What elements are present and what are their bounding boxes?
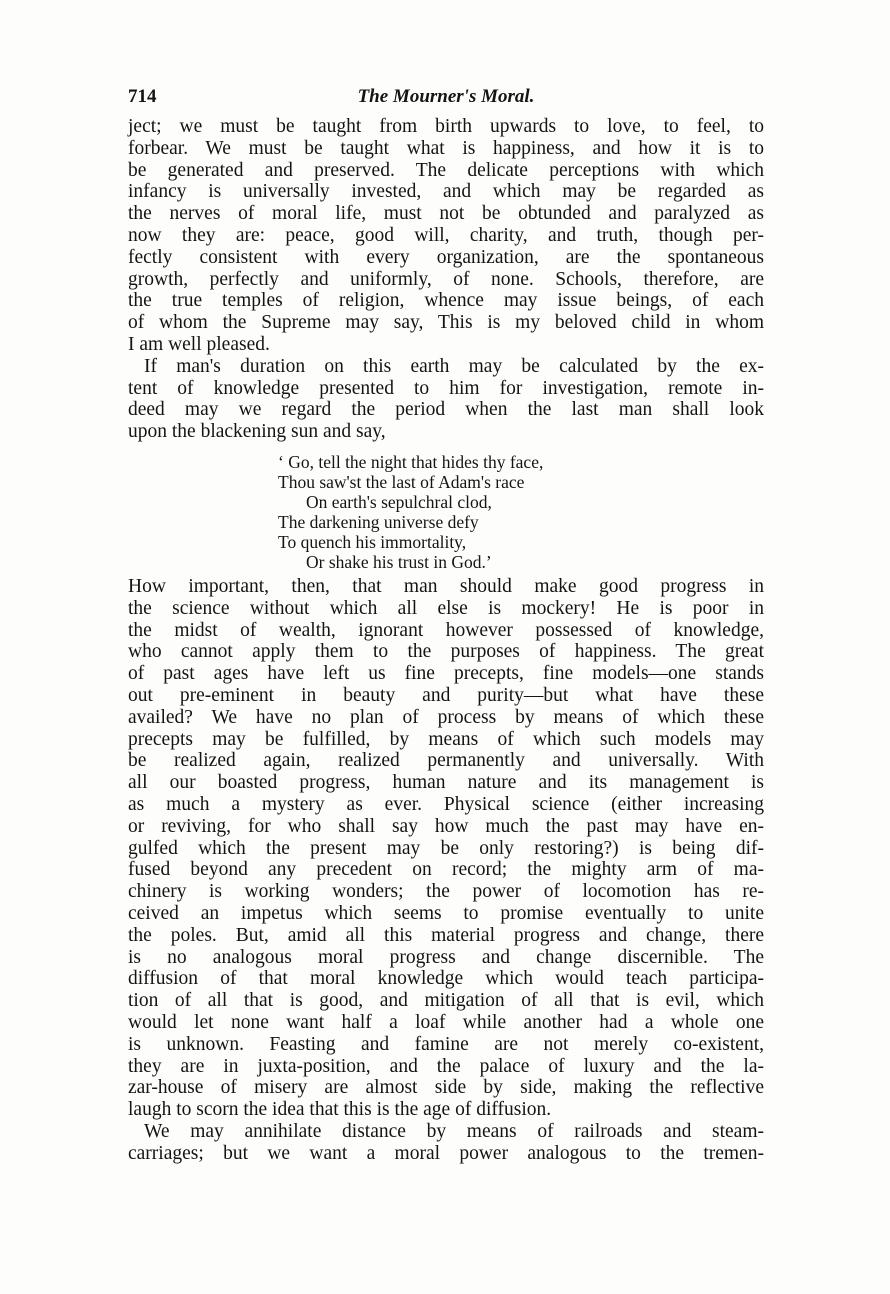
text-line: as much a mystery as ever. Physical science (either increasing — [128, 793, 764, 815]
text-line: ject; we must be taught from birth upwards to love, to feel, to — [128, 116, 764, 137]
paragraph-continued — [128, 116, 764, 356]
paragraph-railroads — [128, 1121, 764, 1165]
text-line: How important, then, that man should make good progress in — [128, 576, 764, 597]
text-line: infancy is universally invested, and which may be regarded as — [128, 181, 764, 203]
text-line: be realized again, realized permanently and universally. With — [128, 750, 764, 772]
poem-quotation — [278, 452, 678, 572]
text-line: diffusion of that moral knowledge which would teach participa- — [128, 968, 764, 990]
text-line: availed? We have no plan of process by means of which these — [128, 706, 764, 728]
text-line: forbear. We must be taught what is happiness, and how it is to — [128, 137, 764, 159]
text-line: precepts may be fulfilled, by means of which such models may — [128, 728, 764, 750]
text-line: all our boasted progress, human nature and its management is — [128, 772, 764, 794]
text-line: zar-house of misery are almost side by side, making the reflective — [128, 1077, 764, 1099]
poem-line: Thou saw'st the last of Adam's race — [278, 472, 525, 492]
text-line: gulfed which the present may be only restoring?) is being dif- — [128, 837, 764, 859]
text-line: the science without which all else is mockery! He is poor in — [128, 597, 764, 619]
text-line: ceived an impetus which seems to promise eventually to unite — [128, 902, 764, 924]
paragraph-duration — [128, 356, 764, 443]
text-line: tent of knowledge presented to him for investigation, remote in- — [128, 377, 764, 399]
text-line: or reviving, for who shall say how much the past may have en- — [128, 815, 764, 837]
poem-line: On earth's sepulchral clod, — [306, 492, 492, 512]
text-block-lower — [128, 576, 764, 1165]
text-line: be generated and preserved. The delicate perceptions with which — [128, 159, 764, 181]
text-line: fectly consistent with every organization, are the spontaneous — [128, 246, 764, 268]
text-line: the poles. But, amid all this material progress and change, there — [128, 924, 764, 946]
text-line: We may annihilate distance by means of railroads and steam- — [144, 1120, 764, 1142]
page-number: 714 — [128, 86, 157, 107]
text-line: the true temples of religion, whence may issue beings, of each — [128, 290, 764, 312]
text-line: out pre-eminent in beauty and purity—but what have these — [128, 684, 764, 706]
text-line: who cannot apply them to the purposes of happiness. The great — [128, 641, 764, 663]
text-line: I am well pleased. — [128, 333, 270, 355]
poem-line: The darkening universe defy — [278, 512, 479, 532]
paragraph-progress — [128, 576, 764, 1121]
text-line: tion of all that is good, and mitigation of all that is evil, which — [128, 990, 764, 1012]
poem-line: Or shake his trust in God.’ — [306, 552, 492, 572]
text-line: If man's duration on this earth may be calculated by the ex- — [144, 355, 764, 377]
text-line: growth, perfectly and uniformly, of none. Schools, therefore, are — [128, 268, 764, 290]
text-line: now they are: peace, good will, charity, and truth, though per- — [128, 224, 764, 246]
page-header — [128, 86, 764, 112]
text-line: upon the blackening sun and say, — [128, 421, 386, 443]
poem-line: To quench his immortality, — [278, 532, 467, 552]
text-line: is no analogous moral progress and change discernible. The — [128, 946, 764, 968]
text-line: is unknown. Feasting and famine are not merely co-existent, — [128, 1033, 764, 1055]
running-title: The Mourner's Moral. — [357, 86, 535, 107]
text-line: laugh to scorn the idea that this is the age of diffusion. — [128, 1099, 552, 1121]
text-line: deed may we regard the period when the last man shall look — [128, 399, 764, 421]
text-line: chinery is working wonders; the power of locomotion has re- — [128, 881, 764, 903]
text-line: the nerves of moral life, must not be obtunded and paralyzed as — [128, 203, 764, 225]
text-line: they are in juxta-position, and the palace of luxury and the la- — [128, 1055, 764, 1077]
text-line: the midst of wealth, ignorant however possessed of knowledge, — [128, 619, 764, 641]
text-block-upper — [128, 116, 764, 443]
text-line: fused beyond any precedent on record; the mighty arm of ma- — [128, 859, 764, 881]
text-line: would let none want half a loaf while another had a whole one — [128, 1011, 764, 1033]
text-line: of whom the Supreme may say, This is my beloved child in whom — [128, 312, 764, 334]
text-line: of past ages have left us fine precepts, fine models—one stands — [128, 663, 764, 685]
text-line: carriages; but we want a moral power analogous to the tremen- — [128, 1142, 764, 1164]
poem-line: ‘ Go, tell the night that hides thy face, — [278, 452, 544, 472]
